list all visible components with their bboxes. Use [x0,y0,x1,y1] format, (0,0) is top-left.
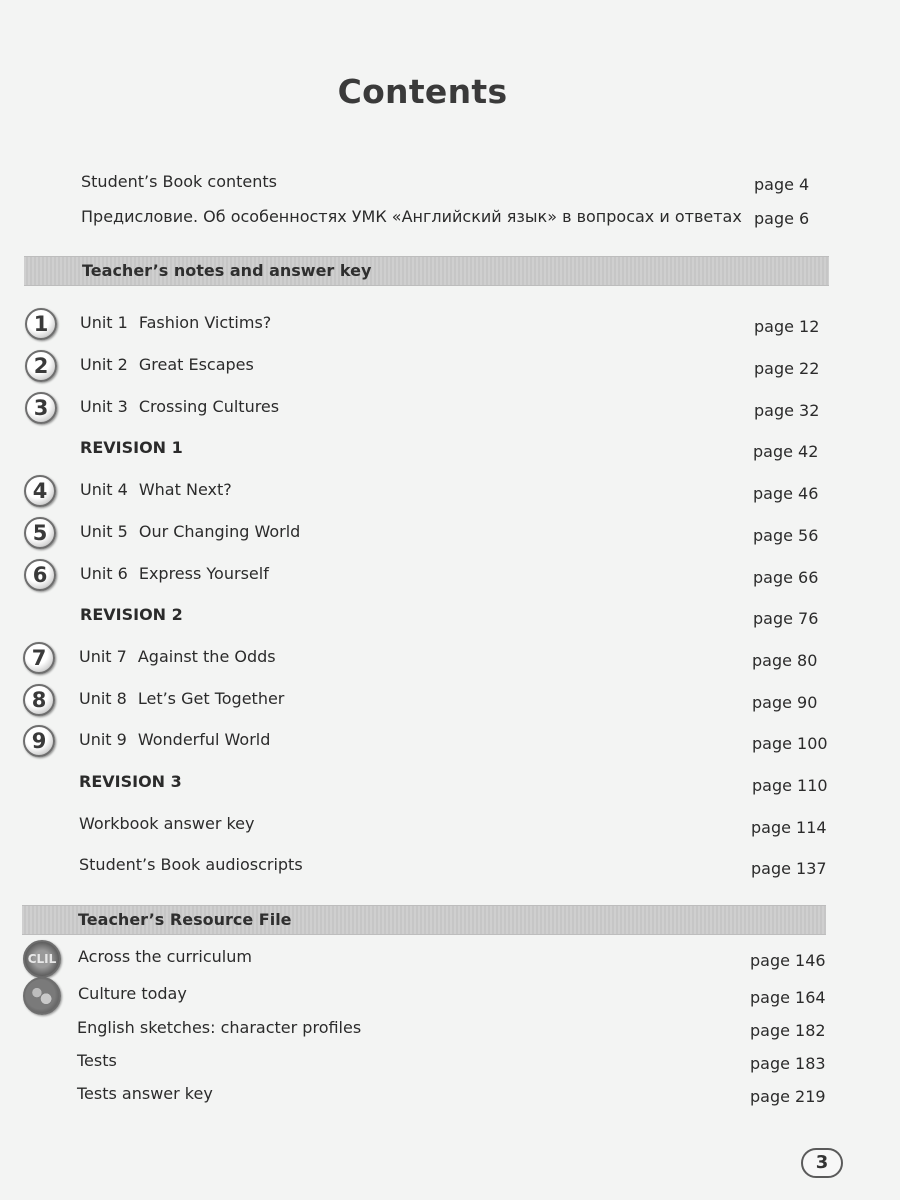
row-label: Culture today [78,984,187,1003]
row-page: page 183 [750,1054,826,1073]
row-page: page 90 [752,693,818,712]
unit-number: Unit 9 [79,730,127,749]
row-label [79,642,276,672]
unit-8-badge-icon: 8 [23,684,55,716]
row-page: page 32 [754,401,820,420]
row-page: page 66 [753,568,819,587]
contents-row-unit-3 [0,392,900,422]
unit-title: Crossing Cultures [138,397,280,416]
row-label: Across the curriculum [78,947,252,966]
contents-row-unit-4 [0,475,900,505]
unit-title: Our Changing World [138,522,301,541]
row-page: page 146 [750,951,826,970]
row-label: Tests [77,1051,117,1070]
unit-title: Let’s Get Together [137,689,285,708]
contents-row-unit-2 [0,350,900,380]
row-page: page 4 [754,175,810,194]
revision-label: REVISION 2 [80,605,183,624]
revision-label: REVISION 3 [79,772,182,791]
unit-number: Unit 8 [79,689,127,708]
row-page: page 80 [752,651,818,670]
unit-title: What Next? [138,480,232,499]
unit-title: Express Yourself [138,564,269,583]
unit-number: Unit 5 [80,522,128,541]
contents-row-revision-2 [0,600,900,630]
unit-6-badge-icon: 6 [24,559,56,591]
row-page: page 22 [754,359,820,378]
row-label [80,559,269,589]
unit-number: Unit 2 [80,355,128,374]
section-title: Teacher’s Resource File [78,910,292,929]
contents-row-audioscripts [0,850,900,880]
row-label [80,350,254,380]
row-page: page 46 [753,484,819,503]
unit-2-badge-icon: 2 [25,350,57,382]
unit-4-badge-icon: 4 [24,475,56,507]
contents-row-revision-3 [0,767,900,797]
row-label: Student’s Book audioscripts [79,855,303,874]
curriculum-icon-glyph: CLIL [27,952,57,966]
row-page: page 110 [752,776,828,795]
contents-row-sketches [0,1013,900,1043]
contents-row-across-curriculum [0,942,900,972]
page-number: 3 [801,1148,843,1178]
row-page: page 164 [750,988,826,1007]
contents-row-culture-today [0,979,900,1009]
contents-row-tests-key [0,1079,900,1109]
row-page: page 56 [753,526,819,545]
unit-number: Unit 7 [79,647,127,666]
row-page: page 100 [752,734,828,753]
contents-row-unit-8 [0,684,900,714]
unit-1-badge-icon: 1 [25,308,57,340]
row-label: Предисловие. Об особенностях УМК «Английский язык» в вопросах и ответах [81,207,742,226]
unit-number: Unit 4 [80,480,128,499]
contents-row-workbook-key [0,809,900,839]
row-page: page 114 [751,818,827,837]
row-label [80,392,279,422]
contents-row-student-book [0,167,900,197]
row-label [80,475,232,505]
row-label: Workbook answer key [79,814,255,833]
row-page: page 76 [753,609,819,628]
contents-row-preface [0,202,900,232]
unit-title: Against the Odds [137,647,276,666]
page-title: Contents [337,72,508,111]
row-label: Student’s Book contents [81,172,277,191]
row-page: page 42 [753,442,819,461]
section-header-resource-file [22,905,826,935]
section-title: Teacher’s notes and answer key [82,261,372,280]
curriculum-icon [23,940,61,978]
contents-row-unit-7 [0,642,900,672]
row-page: page 219 [750,1087,826,1106]
contents-row-revision-1 [0,433,900,463]
row-label: Tests answer key [77,1084,213,1103]
row-page: page 137 [751,859,827,878]
unit-9-badge-icon: 9 [23,725,55,757]
unit-title: Wonderful World [137,730,271,749]
unit-title: Fashion Victims? [138,313,272,332]
row-page: page 182 [750,1021,826,1040]
contents-row-unit-6 [0,559,900,589]
row-label [79,725,270,755]
row-label [79,684,284,714]
contents-row-unit-1 [0,308,900,338]
contents-row-unit-9 [0,725,900,755]
row-label [80,308,271,338]
unit-number: Unit 1 [80,313,128,332]
row-label [80,517,300,547]
unit-3-badge-icon: 3 [25,392,57,424]
row-page: page 12 [754,317,820,336]
unit-7-badge-icon: 7 [23,642,55,674]
globe-icon [23,977,61,1015]
section-header-teachers-notes [24,256,829,286]
unit-5-badge-icon: 5 [24,517,56,549]
unit-number: Unit 3 [80,397,128,416]
contents-row-unit-5 [0,517,900,547]
row-label: English sketches: character profiles [77,1018,362,1037]
unit-title: Great Escapes [138,355,254,374]
contents-row-tests [0,1046,900,1076]
row-page: page 6 [754,209,810,228]
unit-number: Unit 6 [80,564,128,583]
revision-label: REVISION 1 [80,438,183,457]
